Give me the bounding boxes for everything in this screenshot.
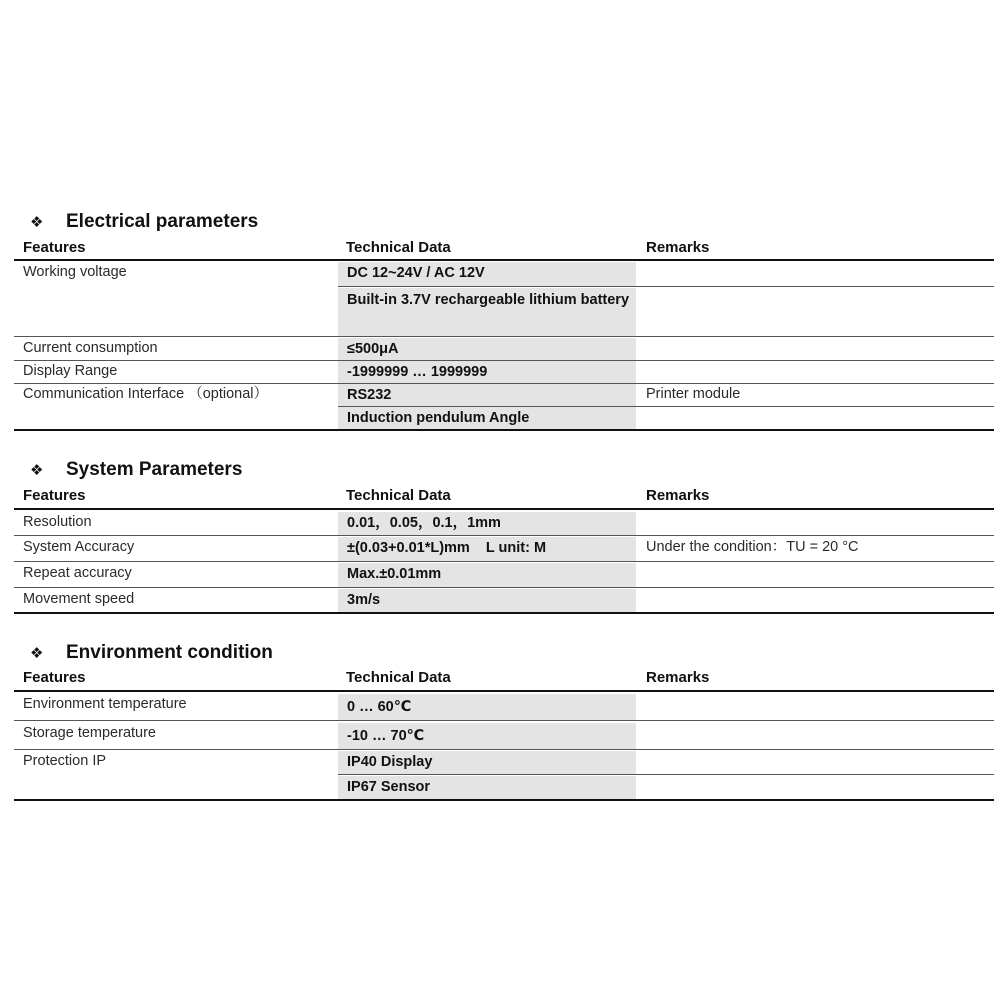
column-header-features: Features	[23, 487, 86, 504]
tech-data-cell: 0 … 60℃	[338, 694, 636, 720]
diamond-bullet-icon: ❖	[30, 214, 44, 231]
feature-cell: Resolution	[23, 514, 92, 530]
tech-data-cell: Max.±0.01mm	[338, 563, 636, 587]
table-header-row	[14, 486, 994, 506]
diamond-bullet-icon: ❖	[30, 462, 44, 479]
tech-data-cell: 3m/s	[338, 589, 636, 612]
column-header-technical-data: Technical Data	[346, 487, 451, 504]
tech-data-cell: DC 12~24V / AC 12V	[338, 262, 636, 286]
feature-cell: Working voltage	[23, 264, 127, 280]
tech-data-cell: -1999999 … 1999999	[338, 361, 636, 383]
feature-cell: System Accuracy	[23, 539, 135, 555]
tech-data-cell: IP67 Sensor	[338, 776, 636, 799]
feature-cell: Storage temperature	[23, 725, 156, 741]
tech-data-cell: ±(0.03+0.01*L)mm L unit: M	[338, 537, 636, 561]
tech-data-cell: 0.01，0.05，0.1，1mm	[338, 512, 636, 535]
section-title-text: Electrical parameters	[66, 211, 259, 232]
tech-data-cell: IP40 Display	[338, 751, 636, 774]
section-electrical-parameters	[14, 210, 994, 434]
row-divider	[338, 774, 994, 775]
section-title-text: Environment condition	[66, 642, 273, 663]
column-header-remarks: Remarks	[646, 669, 710, 686]
feature-cell: Environment temperature	[23, 696, 187, 712]
feature-cell: Current consumption	[23, 340, 158, 356]
table-header-row	[14, 668, 994, 688]
table-bottom-rule	[14, 612, 994, 614]
section-title	[30, 210, 258, 234]
feature-cell: Communication Interface （optional）	[23, 386, 269, 402]
feature-cell: Display Range	[23, 363, 118, 379]
tech-data-cell: Built-in 3.7V rechargeable lithium battery	[338, 288, 636, 336]
remark-cell: Under the condition：TU = 20 °C	[646, 539, 859, 555]
row-divider	[338, 286, 994, 287]
feature-cell: Protection IP	[23, 753, 107, 769]
tech-data-cell: Induction pendulum Angle	[338, 407, 636, 429]
table-header-row	[14, 238, 994, 258]
section-system-parameters	[14, 458, 994, 614]
diamond-bullet-icon: ❖	[30, 645, 44, 662]
column-header-features: Features	[23, 669, 86, 686]
tech-data-cell: -10 … 70℃	[338, 723, 636, 749]
table-bottom-rule	[14, 799, 994, 801]
feature-cell: Repeat accuracy	[23, 565, 132, 581]
tech-data-cell: ≤500μA	[338, 338, 636, 360]
column-header-remarks: Remarks	[646, 239, 710, 256]
section-title-text: System Parameters	[66, 459, 243, 480]
row-divider	[14, 720, 994, 721]
header-rule	[14, 690, 994, 692]
section-environment-condition	[14, 641, 994, 803]
section-title	[30, 641, 273, 665]
header-rule	[14, 508, 994, 510]
column-header-features: Features	[23, 239, 86, 256]
column-header-technical-data: Technical Data	[346, 669, 451, 686]
column-header-technical-data: Technical Data	[346, 239, 451, 256]
column-header-remarks: Remarks	[646, 487, 710, 504]
remark-cell: Printer module	[646, 386, 741, 402]
table-bottom-rule	[14, 429, 994, 431]
section-title	[30, 458, 242, 482]
feature-cell: Movement speed	[23, 591, 135, 607]
tech-data-cell: RS232	[338, 384, 636, 406]
